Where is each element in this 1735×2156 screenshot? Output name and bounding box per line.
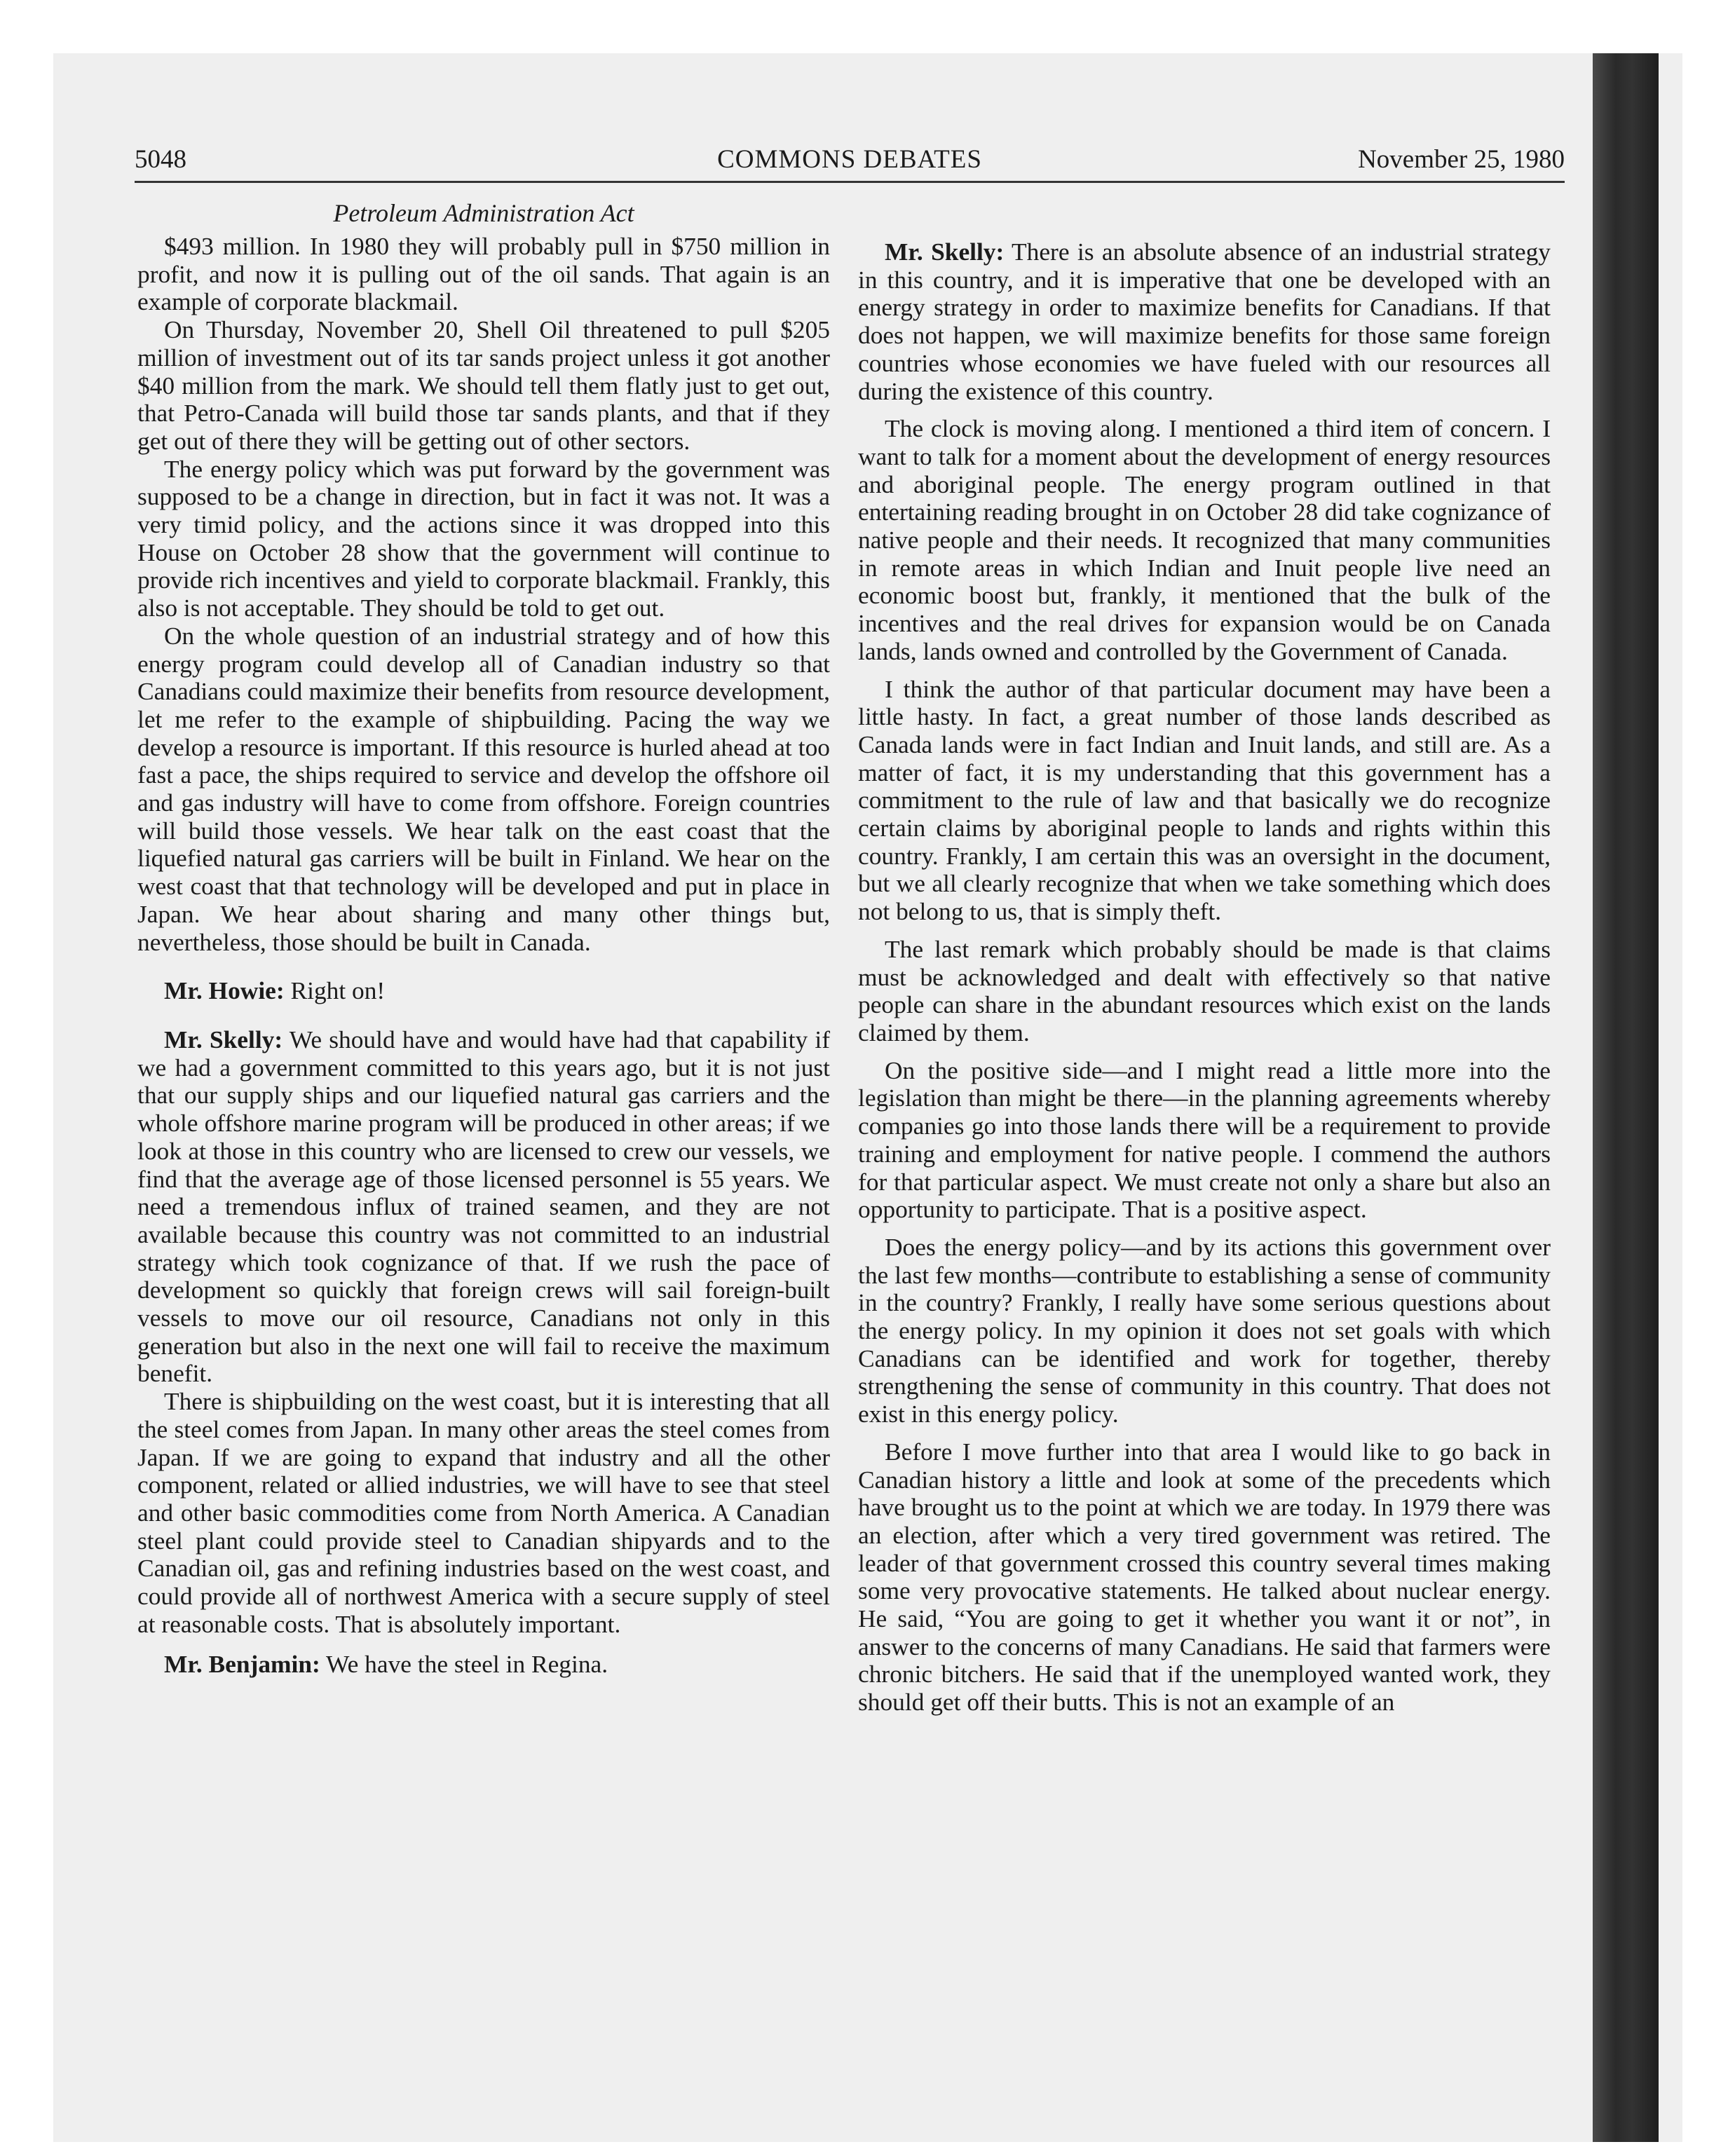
section-subheading: Petroleum Administration Act <box>333 199 634 227</box>
speech-paragraph <box>137 1651 830 1679</box>
speaker-name: Mr. Benjamin: <box>164 1650 320 1679</box>
page-number: 5048 <box>135 145 186 174</box>
speech-text: Right on! <box>290 976 386 1005</box>
page-header <box>135 144 1565 183</box>
paragraph: I think the author of that particular document may have been a little hasty. In fact, a great number of those lands described as Canada lands were in fact Indian and Inuit lands, and still are. As a matter of fact, it is my understanding that this government has a commitment to the rule of law and that basically we do recognize certain claims by aboriginal people to lands and rights within this country. Frankly, I am certain this was an oversight in the document, but we all clearly recognize that when we take something which does not belong to us, that is simply theft. <box>858 674 1551 926</box>
speaker-name: Mr. Howie: <box>164 976 285 1005</box>
paragraph: There is shipbuilding on the west coast, but it is interesting that all the steel comes from Japan. In many other areas the steel comes from Japan. If we are going to expand that industry and all the other component, related or allied industries, we will have to see that steel and other basic commodities come from North America. A Canadian steel plant could provide steel to Canadian shipyards and to the Canadian oil, gas and refining industries based on the west coast, and could provide all of northwest America with a secure supply of steel at reasonable costs. That is absolutely important. <box>137 1387 830 1638</box>
paragraph: The energy policy which was put forward by the government was supposed to be a change in direction, but in fact it was not. It was a very timid policy, and the actions since it was dropped into this House on October 28 show that the government will continue to provide rich incentives and yield to corporate blackmail. Frankly, this also is not acceptable. They should be told to get out. <box>137 454 830 622</box>
left-column <box>137 199 830 1679</box>
paragraph: The clock is moving along. I mentioned a third item of concern. I want to talk for a moment about the development of energy resources and aboriginal people. The energy program outlined in that entertaining reading brought in on October 28 did take cognizance of native people and their needs. It recognized that many communities in remote areas in which Indian and Inuit people live need an economic boost but, frankly, it mentioned that the bulk of the incentives and the real drives for expansion would be on Canada lands, lands owned and controlled by the Government of Canada. <box>858 414 1551 665</box>
right-column <box>858 238 1551 1717</box>
paragraph: On the positive side—and I might read a little more into the legislation than might be there—in the planning agreements whereby companies go into those lands there will be a requirement to provide training and employment for native people. I commend the authors for that particular aspect. We must create not only a share but also an opportunity to participate. That is a positive aspect. <box>858 1056 1551 1224</box>
paragraph: On the whole question of an industrial strategy and of how this energy program could develop all of Canadian industry so that Canadians could maximize their benefits from resource development, let me refer to the example of shipbuilding. Pacing the way we develop a resource is important. If this resource is hurled ahead at too fast a pace, the ships required to service and develop the offshore oil and gas industry will have to come from offshore. Foreign countries will build those vessels. We hear talk on the east coast that the liquefied natural gas carriers will be built in Finland. We hear on the west coast that that technology will be developed and put in place in Japan. We hear about sharing and many other things but, nevertheless, those should be built in Canada. <box>137 621 830 956</box>
speech-paragraph <box>137 977 830 1005</box>
speech-text: We have the steel in Regina. <box>326 1650 608 1679</box>
paragraph: $493 million. In 1980 they will probably pull in $750 million in profit, and now it is pulling out of the oil sands. That again is an example of corporate blackmail. <box>137 232 830 316</box>
paragraph: On Thursday, November 20, Shell Oil threatened to pull $205 million of investment out of its tar sands project unless it got another $40 million from the mark. We should tell them flatly just to get out, that Petro-Canada will build those tar sands plants, and that if they get out of there they will be getting out of other sectors. <box>137 315 830 455</box>
speech-text: We should have and would have had that capability if we had a government committed to this years ago, but it is not just that our supply ships and our liquefied natural gas carriers and the whole offshore marine program will be produced in other areas; if we look at those in this country who are licensed to crew our vessels, we find that the average age of those licensed personnel is 55 years. We need a tremendous influx of trained seamen, and they are not available because this country was not committed to an industrial strategy which took cognizance of that. If we rush the pace of development so quickly that foreign crews will sail foreign-built vessels to move our oil resource, Canadians not only in this generation but also in the next one will fail to receive the maximum benefit. <box>137 1025 830 1388</box>
scan-binding-edge <box>1593 53 1659 2142</box>
paragraph: Before I move further into that area I would like to go back in Canadian history a little and look at some of the precedents which have brought us to the point at which we are today. In 1979 there was an election, after which a very tired government was retired. The leader of that government crossed this country several times making some very provocative statements. He talked about nuclear energy. He said, “You are going to get it whether you want it or not”, in answer to the concerns of many Canadians. He said that farmers were chronic bitchers. He said that if the unemployed wanted work, they should get off their butts. This is not an example of an <box>858 1437 1551 1717</box>
publication-title: COMMONS DEBATES <box>717 145 982 174</box>
publication-date: November 25, 1980 <box>1358 145 1565 174</box>
speech-text: There is an absolute absence of an industrial strategy in this country, and it is imperative that one be developed with an energy strategy in order to maximize benefits for Canadians. If that does not happen, we will maximize benefits for those same foreign countries whose economies we have fueled with our resources all during the existence of this country. <box>858 238 1551 405</box>
paragraph: Does the energy policy—and by its actions this government over the last few months—contribute to establishing a sense of community in the country? Frankly, I really have some serious questions about the energy policy. In my opinion it does not set goals with which Canadians can be identified and work for together, thereby strengthening the sense of community in this country. That does not exist in this energy policy. <box>858 1232 1551 1428</box>
paragraph: The last remark which probably should be made is that claims must be acknowledged and dealt with effectively so that native people can share in the abundant resources which exist on the lands claimed by them. <box>858 934 1551 1046</box>
speech-paragraph <box>137 1026 830 1388</box>
speaker-name: Mr. Skelly: <box>885 238 1005 266</box>
speaker-name: Mr. Skelly: <box>164 1025 283 1053</box>
speech-paragraph <box>858 238 1551 405</box>
